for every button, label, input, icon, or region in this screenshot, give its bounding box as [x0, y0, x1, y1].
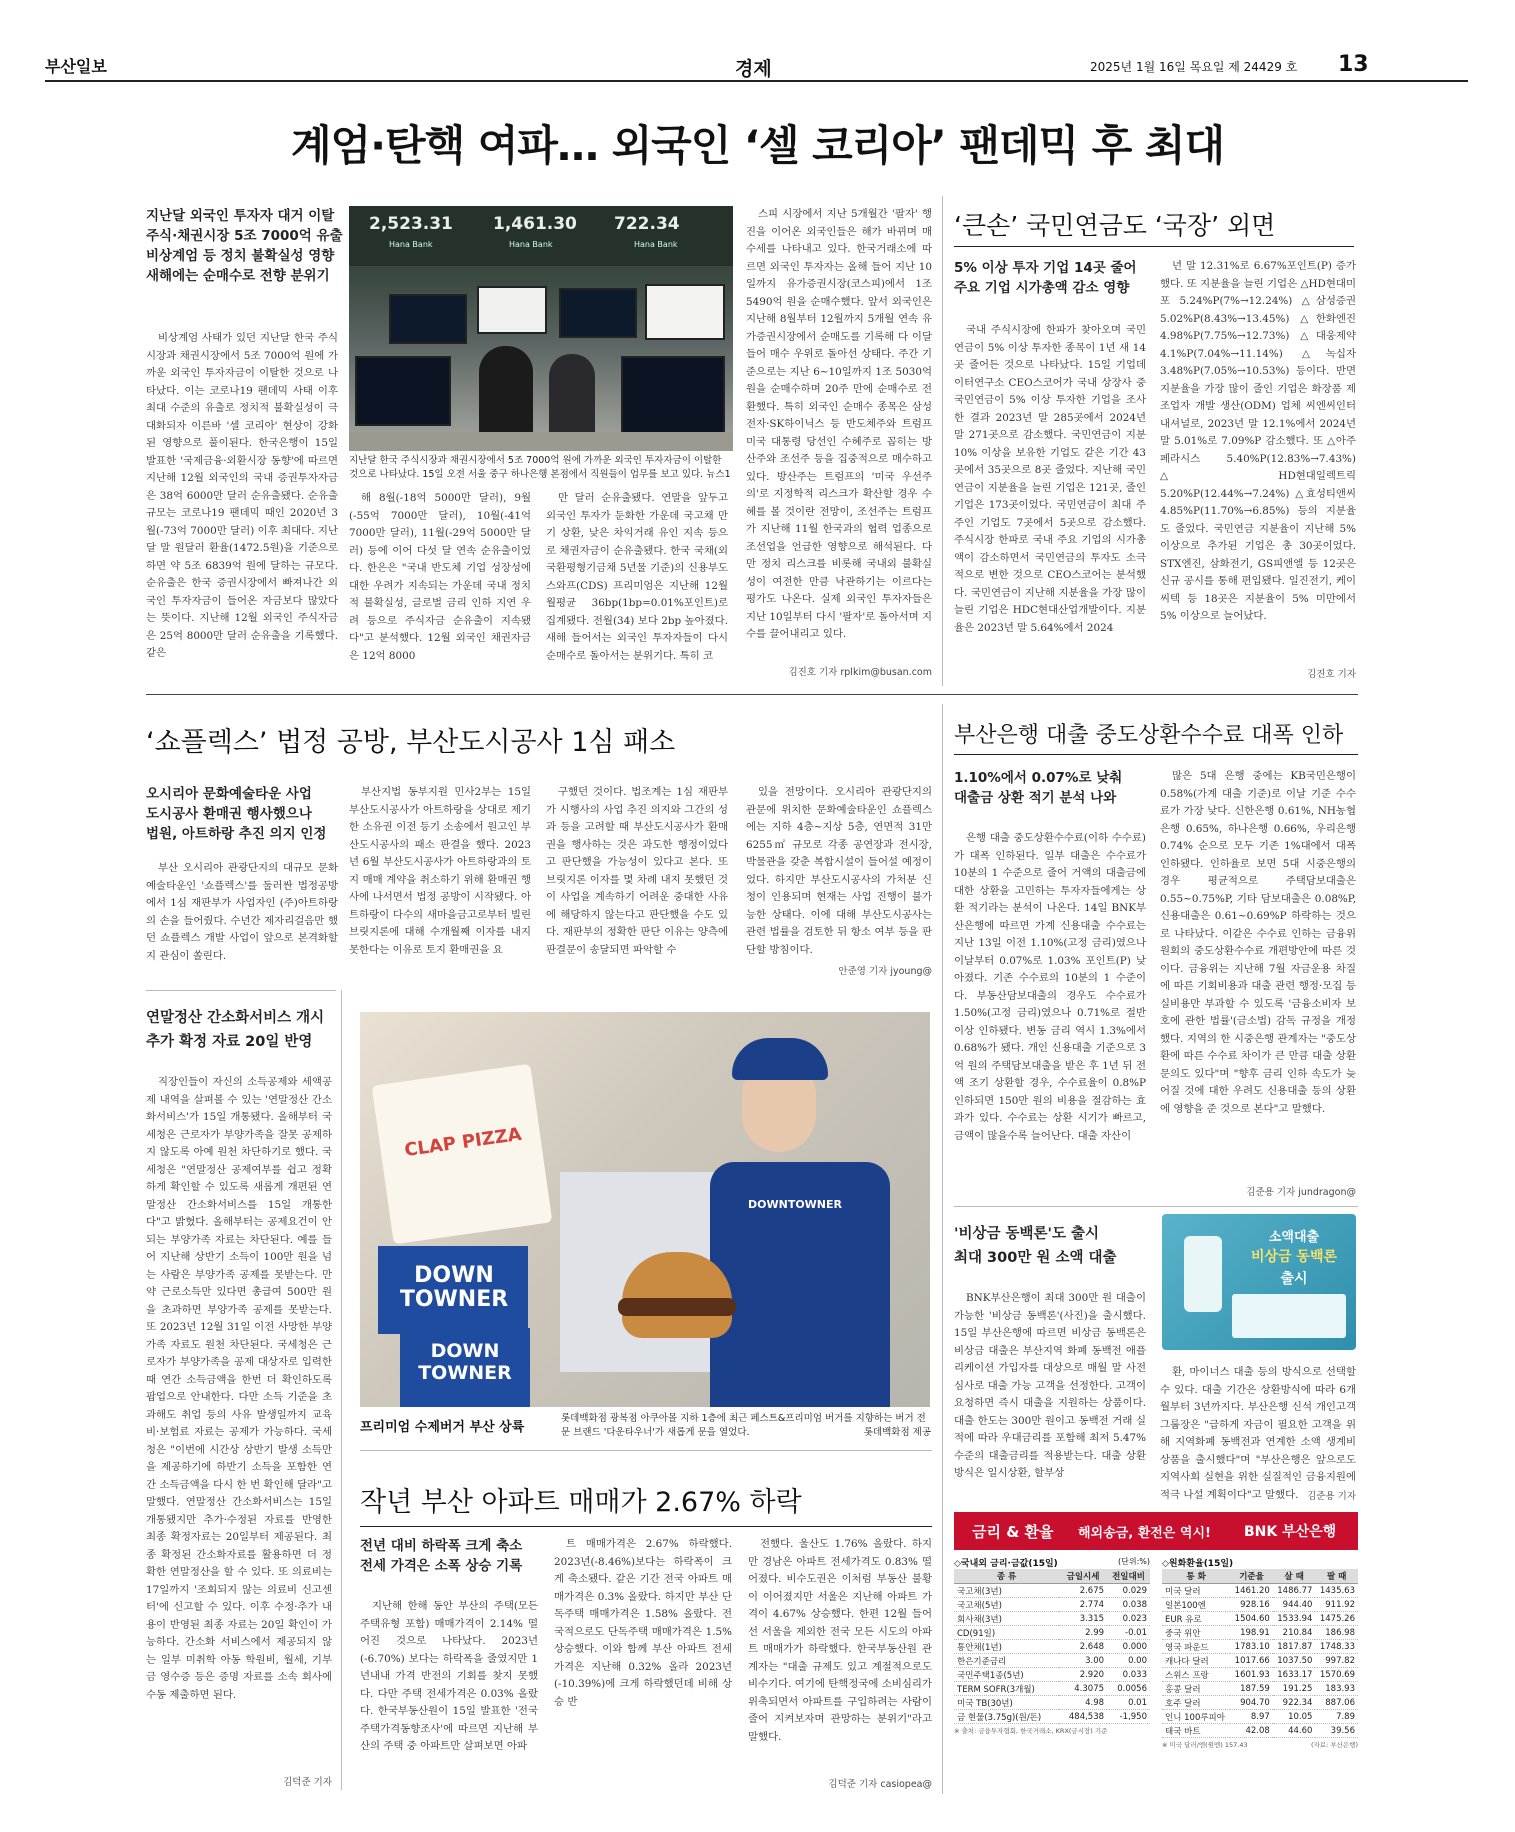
- showplex-subhead: 오시리아 문화예술타운 사업: [146, 786, 312, 802]
- table-cell: 2.774: [1059, 1598, 1107, 1612]
- table-cell: 198.91: [1230, 1626, 1273, 1640]
- col-header: 금일시세: [1059, 1569, 1107, 1584]
- lead-col-1: 비상계엄 사태가 있던 지난달 한국 주식시장과 채권시장에서 5조 7000억 원에 가까운 외국인 투자자금이 이탈한 것으로 나타났다. 이는 코로나19 팬데믹 사태 이후 최대 수준의 유출로 정치적 불확실성이 극대화되자 이른바 '셀 코리아' 현상이 강화된 영향으로 풀이된다. 한국은행이 15일 발표한 '국제금융·외환시장 동향'에 따르면 지난해 12월 외국인의 국내 증권투자자금은 38억 6000만 달러 순유출됐다. 순유출 규모는 코로나19 팬데믹 때인 2020년 3월(-73억 7000만 달러) 이후 최대다. 지난달 말 원달러 환율(1472.5원)을 기준으로 하면 약 5조 6839억 원에 달하는 규모다. 순유출은 한국 증권시장에서 빠져나간 외국인 투자자금이 들어온 자금보다 많았다는 뜻이다. 지난해 12월 외국인 주식자금은 25억 8000만 달러 순유출을 기록했다. 같은: [146, 332, 338, 659]
- nps-byline: 김진호 기자: [1307, 669, 1356, 680]
- table-row: [1162, 1654, 1358, 1668]
- page-number: 13: [1338, 52, 1369, 77]
- desk: [349, 432, 733, 451]
- apt-headline: 작년 부산 아파트 매매가 2.67% 하락: [360, 1487, 802, 1518]
- nps-headline: ‘큰손’ 국민연금도 ‘국장’ 외면: [954, 211, 1276, 240]
- ad-subtitle-2: 출시: [1280, 1271, 1308, 1287]
- bnk-fee-subheads: [954, 768, 1150, 808]
- table-cell: 1570.69: [1315, 1668, 1358, 1682]
- column-rule: [942, 704, 943, 1794]
- bnk-loan-byline: 김준용 기자: [1307, 1491, 1356, 1502]
- monitor: [559, 288, 637, 338]
- domestic-rates: [954, 1556, 1150, 1735]
- table-row: [954, 1612, 1150, 1626]
- table-cell: 1435.63: [1315, 1584, 1358, 1598]
- section-title: 경제: [735, 58, 772, 80]
- ad-subtitle: 비상금 동백론: [1250, 1249, 1338, 1265]
- table-cell: 일본100엔: [1162, 1598, 1230, 1612]
- bnk-fee-byline: 김준용 기자 jundragon@: [1246, 1187, 1356, 1198]
- table-row: [1162, 1696, 1358, 1710]
- caption-credit: 뉴스1: [706, 469, 731, 480]
- table-cell: 캐나다 달러: [1162, 1654, 1230, 1668]
- column-rule: [341, 990, 342, 1790]
- rates-left-title: ◇국내외 금리·금값(15일): [954, 1559, 1058, 1569]
- table-cell: 42.08: [1230, 1724, 1273, 1738]
- table-cell: 3.315: [1059, 1612, 1107, 1626]
- column-rule: [942, 196, 943, 686]
- caption-credit: 롯데백화점 제공: [863, 1427, 931, 1438]
- bnk-loan-col-1: BNK부산은행이 최대 300만 원 대출이 가능한 '비상금 동백론'(사진)을 출시했다. 15일 부산은행에 따르면 비상금 동백론은 비상금 대출은 부산지역 화폐 동백전 애플리케이션 가입자를 대상으로 매월 말 사전심사로 대출 가능 고객을 선정한다. 고객이 요청하면 즉시 대출을 지원하는 상품이다. 대출 한도는 300만 원이고 동백전 거래 실적에 따라 우대금리를 포함해 최저 5.47% 수준의 대출금리를 적용받는다. 대출 상환 방식은 일시상환, 할부상: [954, 1292, 1146, 1479]
- showplex-subhead: 법원, 아트하랑 추진 의지 인정: [146, 826, 327, 842]
- pizza-box: [372, 1064, 553, 1245]
- table-row: [1162, 1668, 1358, 1682]
- table-row: [954, 1640, 1150, 1654]
- lead-col-4: 스피 시장에서 지난 5개월간 '팔자' 행진을 이어온 외국인들은 해가 바뀌며 매수세를 나타내고 있다. 한국거래소에 따르면 외국인 투자자는 올해 들어 지난 10일까지 유가증권시장(코스피)에서 1조 5490억 원을 순매수했다. 앞서 외국인은 지난해 8월부터 12월까지 5개월 연속 유가증권시장에서 순매도를 기록해 다 이달 들어 매수 우위로 돌아선 상태다. 주간 기준으로는 지난 6~10일까지 1조 5030억 원을 순매수하며 20주 만에 순매수로 전환했다. 특히 외국인 순매수 종목은 삼성전자·SK하이닉스 등 반도체주와 트럼프 미국 대통령 당선인 수혜주로 꼽히는 방산주와 조선주 등을 집중적으로 매수하고 있다. 방산주는 트럼프의 '미국 우선주의'로 지정학적 리스크가 확산할 경우 수혜를 볼 것이란 전망이, 조선주는 트럼프가 지난해 11월 한국과의 협력 업종으로 조선업을 언급한 영향으로 해석된다. 다만 정치 리스크를 비롯해 국내외 불확실성이 여전한 만큼 낙관하기는 이르다는 평가도 나온다. 실제 외국인 투자자들은 지난 10일부터 다시 '팔자'로 돌아서며 지수를 끌어내리고 있다.: [746, 208, 933, 640]
- col-header: 종 류: [954, 1569, 1059, 1584]
- bnk-fee-col-2: 많은 5대 은행 중에는 KB국민은행이 0.58%(가계 대출 기준)로 이날 기준 수수료가 가장 낮다. 신한은행 0.61%, NH농협은행 0.65%, 하나은행 0.66%, 우리은행 0.74% 순으로 모두 기존 1%대에서 대폭 인하됐다. 인하율로 보면 5대 시중은행의 경우 평균적으로 주택담보대출은 0.55~0.75%P, 기타 담보대출은 0.08%P, 신용대출은 0.61~0.69%P 하락하는 것으로 나타났다. 이같은 수수료 인하는 금융위원회의 중도상환수수료 개편방안에 따른 것이다. 금융위는 지난해 7월 자금운용 차질에 따른 기회비용과 대출 관련 행정·모집 등 실비용만 부과할 수 있도록 '금융소비자 보호에 관한 법률'(금소법) 감독 규정을 개정했다. 지역의 한 시중은행 관계자는 "중도상환에 따른 수수료 차이가 큰 만큼 대출 상환 문의도 있다"며 "향후 금리 인하 속도가 늦어질 것에 대한 우려도 신용대출 등의 상환에 영향을 준 것으로 본다"고 말했다.: [1160, 770, 1356, 1115]
- table-cell: 0.00: [1107, 1654, 1150, 1668]
- section-rule: [146, 990, 336, 991]
- lead-subhead: 새해에는 순매수로 전향 분위기: [146, 268, 330, 284]
- table-cell: -0.01: [1107, 1626, 1150, 1640]
- table-cell: 997.82: [1315, 1654, 1358, 1668]
- table-row: [954, 1710, 1150, 1724]
- rates-left-title-row: [954, 1556, 1150, 1569]
- bnk-loan-headline-line: 최대 300만 원 소액 대출: [954, 1250, 1117, 1266]
- table-row: [1162, 1612, 1358, 1626]
- table-cell: 911.92: [1315, 1598, 1358, 1612]
- apt-rule: [360, 1526, 932, 1527]
- table-cell: 0.0056: [1107, 1682, 1150, 1696]
- table-cell: 1017.66: [1230, 1654, 1273, 1668]
- apt-col-3: 전했다. 울산도 1.76% 올랐다. 하지만 경남은 아파트 전세가격도 0.83% 떨어졌다. 비수도권은 이처럼 부동산 불황이 이어졌지만 서울은 지난해 아파트 가격이 4.67% 상승했다. 한편 12월 들어선 서울을 제외한 전국 모든 시도의 아파트 매매가가 하락했다. 한국부동산원 관계자는 "대출 규제도 있고 계절적으로도 비수기다. 여기에 탄핵정국에 소비심리가 위축되면서 아파트를 구입하려는 사람이 줄어 지켜보자며 관망하는 분위기"라고 말했다.: [748, 1538, 932, 1743]
- apt-subhead: 전세 가격은 소폭 상승 기록: [360, 1558, 523, 1574]
- monitor: [621, 356, 725, 436]
- table-cell: 1486.77: [1273, 1584, 1316, 1598]
- table-row: [954, 1626, 1150, 1640]
- nps-col-1: 국내 주식시장에 한파가 찾아오며 국민연금이 5% 이상 투자한 종목이 1년 새 14곳 줄어든 것으로 나타났다. 15일 기업데이터연구소 CEO스코어가 국내 상장사 중 국민연금이 5% 이상 투자한 기업을 조사한 결과 2023년 말 285곳에서 2024년 말 271곳으로 감소했다. 국민연금이 지분 10% 이상을 보유한 기업도 같은 기간 43곳에서 35곳으로 8곳 줄었다. 지난해 국민연금이 지분율을 늘린 기업은 121곳, 줄인 기업은 173곳이었다. 국민연금이 최대 주주인 기업도 7곳에서 5곳으로 감소했다. 주식시장 한파로 국내 주요 기업의 시가총액이 감소하면서 국민연금의 투자도 소극적으로 변한 것으로 CEO스코어는 분석했다. 국민연금이 지난해 지분율을 가장 많이 늘린 기업은 HDC현대산업개발이다. 지분율은 2023년 말 5.64%에서 2024: [954, 324, 1146, 634]
- apt-col-1: 지난해 한해 동안 부산의 주택(모든 주택유형 포함) 매매가격이 2.14% 떨어진 것으로 나타났다. 2023년(-6.70%) 보다는 하락폭을 줄였지만 1년내내 가격 반전의 기회를 찾지 못했다. 다만 주택 전세가격은 0.03% 올랐다. 한국부동산원이 15일 발표한 '전국주택가격동향조사'에 따르면 지난해 부산의 주택 중 아파트만 살펴보면 아파: [360, 1600, 538, 1752]
- table-cell: 0.000: [1107, 1640, 1150, 1654]
- bank-label: Hana Bank: [634, 240, 678, 249]
- table-cell: 0.01: [1107, 1696, 1150, 1710]
- table-row: [1162, 1724, 1358, 1738]
- yearend-headline-line: 추가 확정 자료 20일 반영: [146, 1034, 313, 1050]
- bnk-fee-rule: [954, 754, 1358, 755]
- rates-right-source: (자료: 부산은행): [1310, 1741, 1358, 1749]
- apron-label: DOWNTOWNER: [748, 1198, 842, 1211]
- worker-figure: [479, 346, 533, 438]
- table-row: [1162, 1640, 1358, 1654]
- table-cell: 7.89: [1315, 1710, 1358, 1724]
- lead-byline: 김진호 기자 rplkim@busan.com: [788, 667, 932, 678]
- table-cell: TERM SOFR(3개월): [954, 1682, 1059, 1696]
- showplex-subhead: 도시공사 환매권 행사했으나: [146, 806, 312, 822]
- table-row: [1162, 1598, 1358, 1612]
- table-cell: 4.98: [1059, 1696, 1107, 1710]
- table-cell: 회사채(3년): [954, 1612, 1059, 1626]
- rates-left-unit: (단위:%): [1118, 1557, 1150, 1566]
- table-cell: 1461.20: [1230, 1584, 1273, 1598]
- table-cell: 2.920: [1059, 1668, 1107, 1682]
- table-cell: EUR 유로: [1162, 1612, 1230, 1626]
- apt-subheads: [360, 1536, 540, 1576]
- table-cell: 1748.33: [1315, 1640, 1358, 1654]
- ad-title: 소액대출: [1268, 1230, 1320, 1245]
- rates-band: [954, 1512, 1358, 1550]
- nps-subhead: 5% 이상 투자 기업 14곳 줄어: [954, 260, 1137, 276]
- lead-subhead: 비상계엄 등 정치 불확실성 영향: [146, 248, 335, 264]
- table-cell: 국민주택1종(5년): [954, 1668, 1059, 1682]
- table-cell: -1,950: [1107, 1710, 1150, 1724]
- table-cell: 미국 TB(30년): [954, 1696, 1059, 1710]
- table-cell: 홍콩 달러: [1162, 1682, 1230, 1696]
- lead-col-2: 해 8월(-18억 5000만 달러), 9월(-55억 7000만 달러), 10월(-41억 7000만 달러), 11월(-29억 5000만 달러) 등에 이어 다섯 달 연속 순유출이었다. 한은은 "국내 반도체 기업 성장성에 대한 우려가 지속되는 가운데 국내 정치적 불확실성, 글로벌 금리 인하 지연 우려 등으로 주식자금 순유출이 지속됐다"고 분석했다. 12월 외국인 채권자금은 12억 8000: [349, 492, 531, 662]
- table-row: [1162, 1710, 1358, 1724]
- table-cell: 통안채(1년): [954, 1640, 1059, 1654]
- lead-headline: 계엄·탄핵 여파… 외국인 ‘셀 코리아’ 팬데믹 후 최대: [290, 121, 1225, 170]
- table-cell: 1504.60: [1230, 1612, 1273, 1626]
- bnk-loan-col-2: 환, 마이너스 대출 등의 방식으로 선택할 수 있다. 대출 기간은 상환방식에 따라 6개월부터 3년까지다. 부산은행 신석 개인고객그룹장은 "급하게 자금이 필요한 고객을 위해 지역화폐 동백전과 연계한 소액 생계비 상품을 출시했다"며 "부산은행은 앞으로도 지역사회 실현을 위한 실질적인 금융지원에 적극 나설 계획이다"고 말했다.: [1160, 1366, 1356, 1501]
- table-cell: 2.99: [1059, 1626, 1107, 1640]
- burger: [622, 1252, 732, 1338]
- bnk-logo: BNK 부산은행: [1244, 1524, 1337, 1540]
- table-row: [954, 1584, 1150, 1598]
- table-row: [954, 1682, 1150, 1696]
- table-cell: 2.675: [1059, 1584, 1107, 1598]
- table-cell: 3.00: [1059, 1654, 1107, 1668]
- trading-room-photo: [349, 206, 733, 451]
- table-cell: 928.16: [1230, 1598, 1273, 1612]
- nps-rule: [954, 246, 1354, 247]
- nps-subheads: [954, 258, 1150, 298]
- table-cell: 영국 파운드: [1162, 1640, 1230, 1654]
- table-row: [954, 1668, 1150, 1682]
- table-cell: 39.56: [1315, 1724, 1358, 1738]
- col-header: 살 때: [1273, 1569, 1316, 1584]
- col-header: 팔 때: [1315, 1569, 1358, 1584]
- monitor: [477, 286, 547, 334]
- table-cell: 44.60: [1273, 1724, 1316, 1738]
- col-header: 기준율: [1230, 1569, 1273, 1584]
- bnk-fee-col-1: 은행 대출 중도상환수수료(이하 수수료)가 대폭 인하된다. 일부 대출은 수수료가 10분의 1 수준으로 줄어 거액의 대출금에 대한 상환을 고민하는 투자자들에게는 상환 적기라는 분석이 나온다. 14일 BNK부산은행에 따르면 가계 신용대출 수수료는 지난 13일 이전 1.10%(고정 금리)였으나 이날부터 0.07%로 1.03% 포인트(P) 낮아졌다. 기존 수수료의 10분의 1 수준이다. 부동산담보대출의 경우도 수수료가 1.50%(고정 금리)였으나 0.71%로 절반 이상 인하됐다. 변동 금리 역시 1.3%에서 0.68%가 됐다. 개인 신용대출 기준으로 3억 원의 주택담보대출을 받은 후 1년 뒤 전액 조기 상환할 경우, 수수료율이 0.8%P 인하되면 150만 원의 비용을 절감하는 효과가 있다. 수수료는 상환 시기가 빠르고, 금액이 많을수록 늘어난다. 대출 자산이: [954, 832, 1146, 1142]
- table-cell: 0.029: [1107, 1584, 1150, 1598]
- table-cell: 10.05: [1273, 1710, 1316, 1724]
- table-cell: 미국 달러: [1162, 1584, 1230, 1598]
- table-cell: 210.84: [1273, 1626, 1316, 1640]
- burger-caption-title: 프리미엄 수제버거 부산 상륙: [360, 1420, 525, 1435]
- bnk-loan-ad-image: [1162, 1214, 1356, 1350]
- yearend-body: 직장인들이 자신의 소득공제와 세액공제 내역을 살펴볼 수 있는 '연말정산 간소화서비스'가 15일 개통됐다. 올해부터 국세청은 근로자가 부양가족을 잘못 공제하지 않도록 아예 원천 차단하기로 했다. 국세청은 "연말정산 공제여부를 쉽고 정확하게 확인할 수 있도록 새롭게 개편된 연말정산 간소화서비스를 15일 개통한다"고 밝혔다. 올해부터는 공제요건이 안 되는 부양가족 자료는 차단된다. 예를 들어 지난해 상반기 소득이 100만 원을 넘는 사람은 부양가족 공제를 못받는다. 만약 근로소득만 있다면 총급여 500만 원을 초과하면 부양가족 공제를 못받는다. 또 2023년 12월 31일 이전 사망한 부양가족 자료도 원천 차단된다. 국세청은 근로자가 부양가족을 공제 대상자로 입력한 때 연간 소득금액을 한번 더 확인하도록 팝업으로 안내한다. 다만 소득 기준을 초과해도 취업 등의 사유 발생일까지 교육비·보험료 자료는 공제가 가능하다. 국세청은 "이번에 시간상 상반기 발생 소득만을 제공하기에 하반기 소득을 포함한 연간 소득금액을 다시 한 번 확인해 달라"고 말했다. 연말정산 간소화서비스는 15일 개통됐지만 추가·수정된 자료를 반영한 최종 확정자료는 20일부터 제공된다. 최종 확정된 간소화자료를 활용하면 더 정확한 연말정산을 할 수 있다. 또 의료비는 17일까지 '조회되지 않는 의료비 신고센터'에 신고할 수 있다. 이후 수정·추가 내용이 반영된 최종 자료는 20일 확인이 가능하다. 간소화 서비스에서 제공되지 않는 일부 미취학 아동 학원비, 월세, 기부금 영수증 등은 증명 자료를 소속 회사에 수동 제출하면 된다.: [146, 1076, 332, 1701]
- burger-photo: [360, 1012, 930, 1407]
- nps-subhead: 주요 기업 시가총액 감소 영향: [954, 280, 1130, 296]
- table-cell: 8.97: [1230, 1710, 1273, 1724]
- table-cell: 922.34: [1273, 1696, 1316, 1710]
- lead-subhead: 주식·채권시장 5조 7000억 유출: [146, 228, 343, 244]
- showplex-col-3: 구했던 것이다. 법조계는 1심 재판부가 시행사의 사업 추진 의지와 그간의 성과 등을 고려할 때 부산도시공사가 환매권을 행사하는 것은 과도한 행정이었다고 판단했을 가능성이 있다고 본다. 또 브릿지론 이자를 몇 차례 내지 못했던 것이 사업을 계속하기 어려운 중대한 사유에 해당하지 않는다고 판단했을 수도 있다. 재판부의 정확한 판단 이유는 양측에 판결문이 송달되면 파악할 수: [546, 786, 728, 956]
- bnk-fee-subhead: 대출금 상환 적기 분석 나와: [954, 790, 1117, 806]
- table-cell: 191.25: [1273, 1682, 1316, 1696]
- table-cell: 1533.94: [1273, 1612, 1316, 1626]
- section-rule: [360, 1450, 932, 1451]
- table-cell: 태국 바트: [1162, 1724, 1230, 1738]
- lead-col-3: 만 달러 순유출됐다. 연말을 앞두고 외국인 투자가 둔화한 가운데 국고채 만기 상환, 낮은 차익거래 유인 지속 등으로 채권자금이 순유출됐다. 한국 국채(외국환평형기금채 5년물 기준)의 신용부도스와프(CDS) 프리미엄은 지난해 12월 월평균 36bp(1bp=0.01%포인트)로 집계됐다. 전월(34) 보다 2bp 높아졌다. 새해 들어서는 외국인 투자자들이 다시 순매수로 돌아서는 분위기다. 특히 코: [546, 492, 728, 662]
- staff-cap: [732, 1038, 828, 1080]
- rates-right-footnote: ※ 미국 달러/엔(원엔) 157.43: [1162, 1741, 1248, 1749]
- showplex-headline: ‘쇼플렉스’ 법정 공방, 부산도시공사 1심 패소: [146, 727, 676, 758]
- table-cell: 스위스 프랑: [1162, 1668, 1230, 1682]
- table-row: [954, 1654, 1150, 1668]
- table-cell: 4.3075: [1059, 1682, 1107, 1696]
- table-cell: 0.038: [1107, 1598, 1150, 1612]
- table-row: [1162, 1626, 1358, 1640]
- table-cell: 0.033: [1107, 1668, 1150, 1682]
- lead-subheads: [146, 206, 346, 286]
- col-header: 통 화: [1162, 1569, 1230, 1584]
- bnk-fee-headline: 부산은행 대출 중도상환수수료 대폭 인하: [954, 723, 1344, 748]
- table-cell: 국고채(3년): [954, 1584, 1059, 1598]
- table-cell: 484,538: [1059, 1710, 1107, 1724]
- ad-info-box: [1232, 1294, 1346, 1338]
- bank-label: Hana Bank: [509, 240, 553, 249]
- table-cell: 한은기준금리: [954, 1654, 1059, 1668]
- table-cell: 1783.10: [1230, 1640, 1273, 1654]
- table-cell: 187.59: [1230, 1682, 1273, 1696]
- caption-text: 지난달 한국 주식시장과 채권시장에서 5조 7000억 원에 가까운 외국인 투자자금이 이탈한 것으로 나타났다. 15일 오전 서울 중구 하나은행 본점에서 직원들이 업무를 보고 있다.: [349, 455, 722, 480]
- table-row: [1162, 1682, 1358, 1696]
- bnk-fee-subhead: 1.10%에서 0.07%로 낮춰: [954, 770, 1123, 786]
- table-cell: 0.023: [1107, 1612, 1150, 1626]
- table-cell: 887.06: [1315, 1696, 1358, 1710]
- showplex-col-2: 부산지법 동부지원 민사2부는 15일 부산도시공사가 아트하랑을 상대로 제기한 소유권 이전 등기 소송에서 원고인 부산도시공사의 패소 판결을 했다. 2023년 6월 부산도시공사가 아트하랑과의 토지 매매 계약을 취소하기 위해 환매권 행사에 나서면서 법정 공방이 시작됐다. 아트하랑이 다수의 새마을금고로부터 빌린 브릿지론에 대해 수개월째 이자를 내지 못한다는 이유로 토지 환매권을 요: [349, 786, 531, 956]
- rates-right-footnotes: [1162, 1740, 1358, 1749]
- caption-text: 롯데백화점 광복점 아쿠아몰 지하 1층에 최근 페스트&프리미엄 버거를 지향하는 버거 전문 브랜드 '다운타우너'가 새롭게 문을 열었다.: [561, 1413, 926, 1438]
- yearend-byline: 김덕준 기자: [283, 1777, 332, 1788]
- ad-phone: [1184, 1236, 1222, 1312]
- bnk-loan-headline-line: '비상금 동백론'도 출시: [954, 1226, 1100, 1242]
- rates-band-slogan: 해외송금, 환전은 역시!: [1078, 1526, 1211, 1541]
- table-cell: 186.98: [1315, 1626, 1358, 1640]
- section-rule: [954, 1206, 1358, 1207]
- kospi-figure: 2,523.31: [369, 214, 453, 234]
- nps-col-2: 년 말 12.31%로 6.67%포인트(P) 증가했다. 또 지분율을 늘린 기업은 △HD현대미포 5.24%P(7%→12.24%) △삼성증권 5.02%P(8.43%→13.45%) △한화엔진 4.98%P(7.75%→12.73%) △대웅제약 4.1%P(7.04%→11.14%) △녹십자 3.48%P(7.05%→10.53%) 등이다. 반면 지분율을 가장 많이 줄인 기업은 화장품 제조업자 개발 생산(ODM) 업체 씨엔씨인터내셔널로, 2023년 말 12.1%에서 2024년 말 5.01%로 7.09%P 감소했다. 또 △아주페라시스 5.40%P(12.83%→7.43%) △HD현대일렉트릭 5.20%P(12.44%→7.24%) △효성티앤씨 4.85%P(11.70%→6.85%) 등의 지분율도 줄었다. 국민연금 지분율이 지난해 5% 이상으로 추가된 기업은 총 30곳이었다. STX엔진, 삼화전기, GS피앤엘 등 12곳은 신규 공시를 통해 편입됐다. 일진전기, 케이씨텍 등 18곳은 지분율이 5% 미만에서 5% 이상으로 늘어났다.: [1160, 260, 1356, 622]
- table-row: [1162, 1584, 1358, 1598]
- monitor: [389, 294, 467, 344]
- fx-rates: [1162, 1556, 1358, 1749]
- fx-figure: 1,461.30: [493, 214, 577, 234]
- table-cell: 1601.93: [1230, 1668, 1273, 1682]
- table-cell: 1817.87: [1273, 1640, 1316, 1654]
- kosdaq-figure: 722.34: [614, 214, 680, 234]
- table-cell: 국고채(5년): [954, 1598, 1059, 1612]
- fx-rates-table: [1162, 1569, 1358, 1738]
- table-cell: 1037.50: [1273, 1654, 1316, 1668]
- apt-col-2: 트 매매가격은 2.67% 하락했다. 2023년(-8.46%)보다는 하락폭이 크게 축소됐다. 같은 기간 전국 아파트 매매가격은 0.3% 올랐다. 하지만 부산 단독주택 매매가격은 1.58% 올랐다. 전국적으로도 단독주택 매매가격은 1.5% 상승했다. 이와 함께 부산 아파트 전세가격은 지난해 0.32% 올라 2023년(-10.39%)에 크게 하락했던데 비해 상승 반: [554, 1538, 732, 1708]
- rates-left-footnote: ※ 출처: 금융투자협회, 한국거래소, KRX(금시장) 기준: [954, 1727, 1108, 1735]
- table-cell: 1633.17: [1273, 1668, 1316, 1682]
- monitor: [645, 284, 725, 340]
- table-cell: CD(91일): [954, 1626, 1059, 1640]
- lead-photo-caption: [349, 454, 733, 484]
- table-cell: 2.648: [1059, 1640, 1107, 1654]
- table-row: [954, 1598, 1150, 1612]
- burger-box-label: DOWN TOWNER: [418, 1340, 512, 1384]
- table-cell: 1475.26: [1315, 1612, 1358, 1626]
- section-rule: [146, 694, 1358, 695]
- pizza-box-label: CLAP PIZZA: [403, 1123, 523, 1162]
- masthead: 부산일보: [45, 57, 107, 76]
- bank-label: Hana Bank: [389, 240, 433, 249]
- apt-subhead: 전년 대비 하락폭 크게 축소: [360, 1538, 523, 1554]
- table-cell: 인니 100루피아: [1162, 1710, 1230, 1724]
- burger-patty: [618, 1298, 736, 1316]
- table-cell: 183.93: [1315, 1682, 1358, 1696]
- showplex-subheads: [146, 784, 346, 844]
- table-cell: 금 현물(3.75g)(원/돈): [954, 1710, 1059, 1724]
- lead-subhead: 지난달 외국인 투자자 대거 이탈: [146, 208, 335, 224]
- table-cell: 호주 달러: [1162, 1696, 1230, 1710]
- burger-box-label: DOWN TOWNER: [399, 1263, 509, 1312]
- showplex-byline: 안준영 기자 jyoung@: [838, 966, 932, 977]
- showplex-col-4: 있을 전망이다. 오시리아 관광단지의 관문에 위치한 문화예술타운인 쇼플렉스에는 지하 4층~지상 5층, 연면적 31만 6255㎡ 규모로 각종 공연장과 전시장, 박물관을 갖춘 복합시설이 들어설 예정이었다. 하지만 부산도시공사의 가처분 신청이 인용되며 현재는 사업 진행이 불가능한 상태다. 이에 대해 부산도시공사는 관련 법률을 검토한 뒤 항소 여부 등을 판단할 방침이다.: [746, 786, 932, 956]
- rates-right-title: ◇원화환율(15일): [1162, 1559, 1234, 1569]
- table-cell: 904.70: [1230, 1696, 1273, 1710]
- rates-band-title: 금리 & 환율: [972, 1523, 1054, 1541]
- worker-figure: [549, 354, 595, 442]
- header-rule: [45, 80, 1468, 82]
- table-cell: 중국 위안: [1162, 1626, 1230, 1640]
- issue-date: 2025년 1월 16일 목요일 제 24429 호: [1090, 60, 1298, 74]
- table-cell: 944.40: [1273, 1598, 1316, 1612]
- domestic-rates-table: [954, 1569, 1150, 1724]
- col-header: 전일대비: [1107, 1569, 1150, 1584]
- table-row: [954, 1696, 1150, 1710]
- yearend-headline-line: 연말정산 간소화서비스 개시: [146, 1010, 325, 1026]
- bnk-loan-headline: [954, 1222, 1154, 1270]
- burger-caption: [561, 1412, 931, 1440]
- showplex-col-1: 부산 오시리아 관광단지의 대규모 문화예술타운인 '쇼플렉스'를 둘러싼 법정공방에서 1심 재판부가 사업자인 (주)아트하랑의 손을 들어줬다. 수년간 제자리걸음만 했던 쇼플렉스 개발 사업이 앞으로 본격화할지 관심이 쏠린다.: [146, 862, 338, 962]
- yearend-headline: [146, 1006, 346, 1054]
- monitor: [355, 356, 451, 426]
- apt-byline: 김덕준 기자 casiopea@: [828, 1779, 932, 1790]
